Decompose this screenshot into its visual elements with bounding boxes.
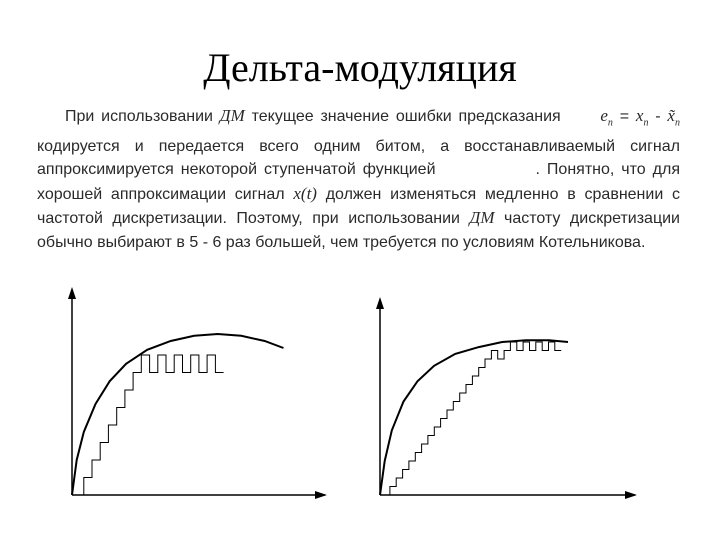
text-s1: При использовании	[65, 108, 213, 125]
y-axis-arrow-icon	[68, 287, 76, 299]
x-tilde-symbol: $x̃_n$	[667, 106, 680, 129]
body-paragraph	[37, 104, 680, 254]
x-axis-arrow-icon	[315, 491, 327, 499]
figure-right	[370, 295, 650, 500]
minus-sign: -	[655, 108, 661, 125]
text-s5: должен изменяться медленно в сравнении с частотой дискретизации. Поэтому, при использовании	[37, 185, 681, 228]
x-axis-arrow-icon	[625, 491, 637, 499]
e-symbol: $e_n$	[600, 106, 613, 129]
x-symbol: $x_n$	[635, 106, 649, 129]
staircase-approximation	[384, 342, 562, 495]
equals-sign: =	[619, 108, 630, 125]
x-of-t: x(t)	[293, 183, 317, 203]
dm-abbrev-2: ДМ	[469, 208, 495, 228]
text-s4: . Понятно, что для хорошей аппроксимации сигнал	[37, 161, 680, 203]
staircase-approximation	[76, 355, 224, 495]
slide-title: Дельта-модуляция	[203, 45, 517, 90]
signal-curve	[380, 340, 568, 495]
y-axis-arrow-icon	[376, 297, 384, 309]
text-s3: кодируется и передается всего одним битом, а восстанавливаемый сигнал аппроксимируется некоторой ступенчатой функцией	[37, 137, 680, 179]
signal-curve	[72, 334, 284, 495]
figure-left	[60, 285, 340, 500]
text-s6: частоту дискретизации обычно выбирают в 5 - 6 раз большей, чем требуется по условиям Котельникова.	[37, 210, 680, 251]
dm-abbrev: ДМ	[219, 106, 245, 125]
text-s2: текущее значение ошибки предсказания	[251, 108, 561, 125]
